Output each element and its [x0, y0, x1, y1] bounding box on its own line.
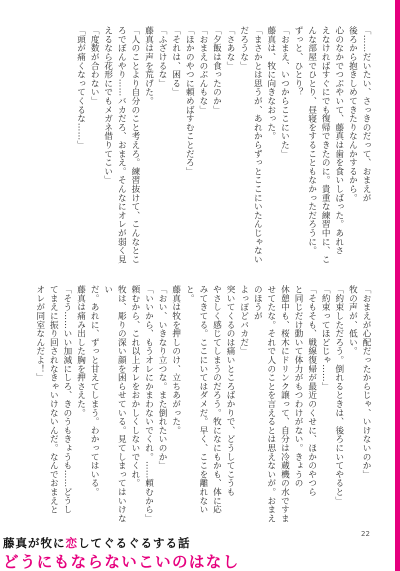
text-line: 藤真は牧を押しのけ、立ちあがった。	[170, 285, 181, 435]
lower-text-block	[32, 285, 372, 525]
text-line: 「約束しただろう。倒れるときは、後ろにいてやると」	[333, 285, 344, 505]
text-line: 藤真は声を荒げた。	[143, 26, 154, 106]
text-line: 「おまえ、いつからここにいた」	[279, 26, 290, 158]
subtitle-text-after: してぐるぐるする話	[78, 536, 191, 550]
book-title: どうにもならないこいのはなし	[3, 553, 240, 571]
subtitle	[3, 535, 191, 551]
text-line: 「おまえが心配だったからじゃ、いけないのか」	[361, 285, 371, 479]
text-line: ろでぼんやり……バカだろ、おまえ。そんなにオレが弱く見	[116, 26, 127, 264]
text-line: ずっと、ひとり？	[293, 26, 304, 97]
subtitle-accent: 恋	[65, 536, 78, 550]
text-line: 「人のことより自分のこと考えろ。練習抜けて、こんなとこ	[129, 26, 140, 264]
text-line: 藤真は痛み出した胸を押さえた。	[75, 285, 86, 417]
text-line: 「ほかのやつに頼めばすむことだろ」	[184, 26, 195, 176]
text-line: 「頭が痛くなってくるな……」	[75, 26, 86, 150]
text-line: だ。あれに、ずっと甘えてしまう。わかってはいる。	[89, 285, 100, 497]
text-line: 休憩中も、桜木にドリンク譲って、自分は冷蔵機の水ですま	[279, 285, 290, 523]
text-line: 「それは、困る」	[170, 26, 181, 97]
text-line: 「おまえのぶんもな」	[197, 26, 208, 114]
text-line: 「そもそも、戦線復帰が最近のくせに、ほかのやつら	[306, 285, 317, 497]
text-line: んな部屋でひとり、昼寝をすることもなかっただろうに。	[306, 26, 317, 255]
text-line: みてきてる。ここにいてはダメだ。早く、ここを離れないと。	[184, 285, 208, 514]
page-number: 22	[361, 530, 370, 538]
text-line: 「約束ってほどじゃ……」	[320, 285, 331, 391]
text-line: せてたな。それで人のことを言えるとは思えないが。おまえのほうが	[252, 285, 276, 523]
text-line: 「……だいたい、さっきのだって、おまえが	[361, 26, 371, 202]
text-line: 「まさかとは思うが、あれからずっとここにいたんじゃない	[252, 26, 263, 264]
text-line: だろうな」	[238, 26, 249, 70]
subtitle-text-before: 藤真が牧に	[3, 536, 66, 550]
text-line: と同じだけ動いて体力がもつわけがない。きょうの	[293, 285, 304, 488]
edge-accent-bar	[395, 0, 400, 571]
text-line: オレが同室なんだよ！」	[34, 285, 45, 382]
text-line: 「いいから、もうオレにかまわないでくれ。……頼むから」	[143, 285, 154, 523]
upper-text-block	[73, 26, 372, 271]
text-line: やさしく感じてしまうのだろう。牧になにもかも、体に応	[211, 285, 222, 514]
text-line: 「さあな」	[225, 26, 236, 70]
text-line: 「ふざけるな」	[157, 26, 168, 88]
text-line: 「そう……いい加減にしろ、きのうもきょうも……どうし	[61, 285, 72, 514]
text-line: 牧の声が、低い。	[347, 285, 358, 356]
text-line: 牧は、彫りの深い顔を困らせている。見てしまってはいけない	[102, 285, 127, 523]
text-line: 突いてくるのは痛いところばかりで、どうしてこうも	[225, 285, 236, 497]
text-line: 「おい、いきなり立つな。また倒れたいのか」	[157, 285, 168, 470]
text-line: 心のなかでつぶやいて、藤真は歯を食いしばった。あれさ	[333, 26, 344, 255]
text-line: 藤真は、牧に向きなおった。	[265, 26, 276, 141]
text-line: えなければすぐにでも復帰できたのに。貴重な練習中に、こ	[320, 26, 331, 264]
text-line: えるなら花形にでもメガネ借りてこい」	[102, 26, 113, 185]
text-line: よっぽどバカだ」	[238, 285, 249, 356]
text-line: 「度数が合わない」	[89, 26, 100, 106]
text-line: てまえに振り回されなきゃいけないんだ。なんでおまえと	[48, 285, 59, 514]
text-line: 「夕飯は食ったのか」	[211, 26, 222, 114]
text-line: 後ろから抱きしめてきたりなんかするから。	[347, 26, 358, 202]
text-line: 頼むから、これ以上オレをおかしくしないでくれ。	[129, 285, 140, 488]
